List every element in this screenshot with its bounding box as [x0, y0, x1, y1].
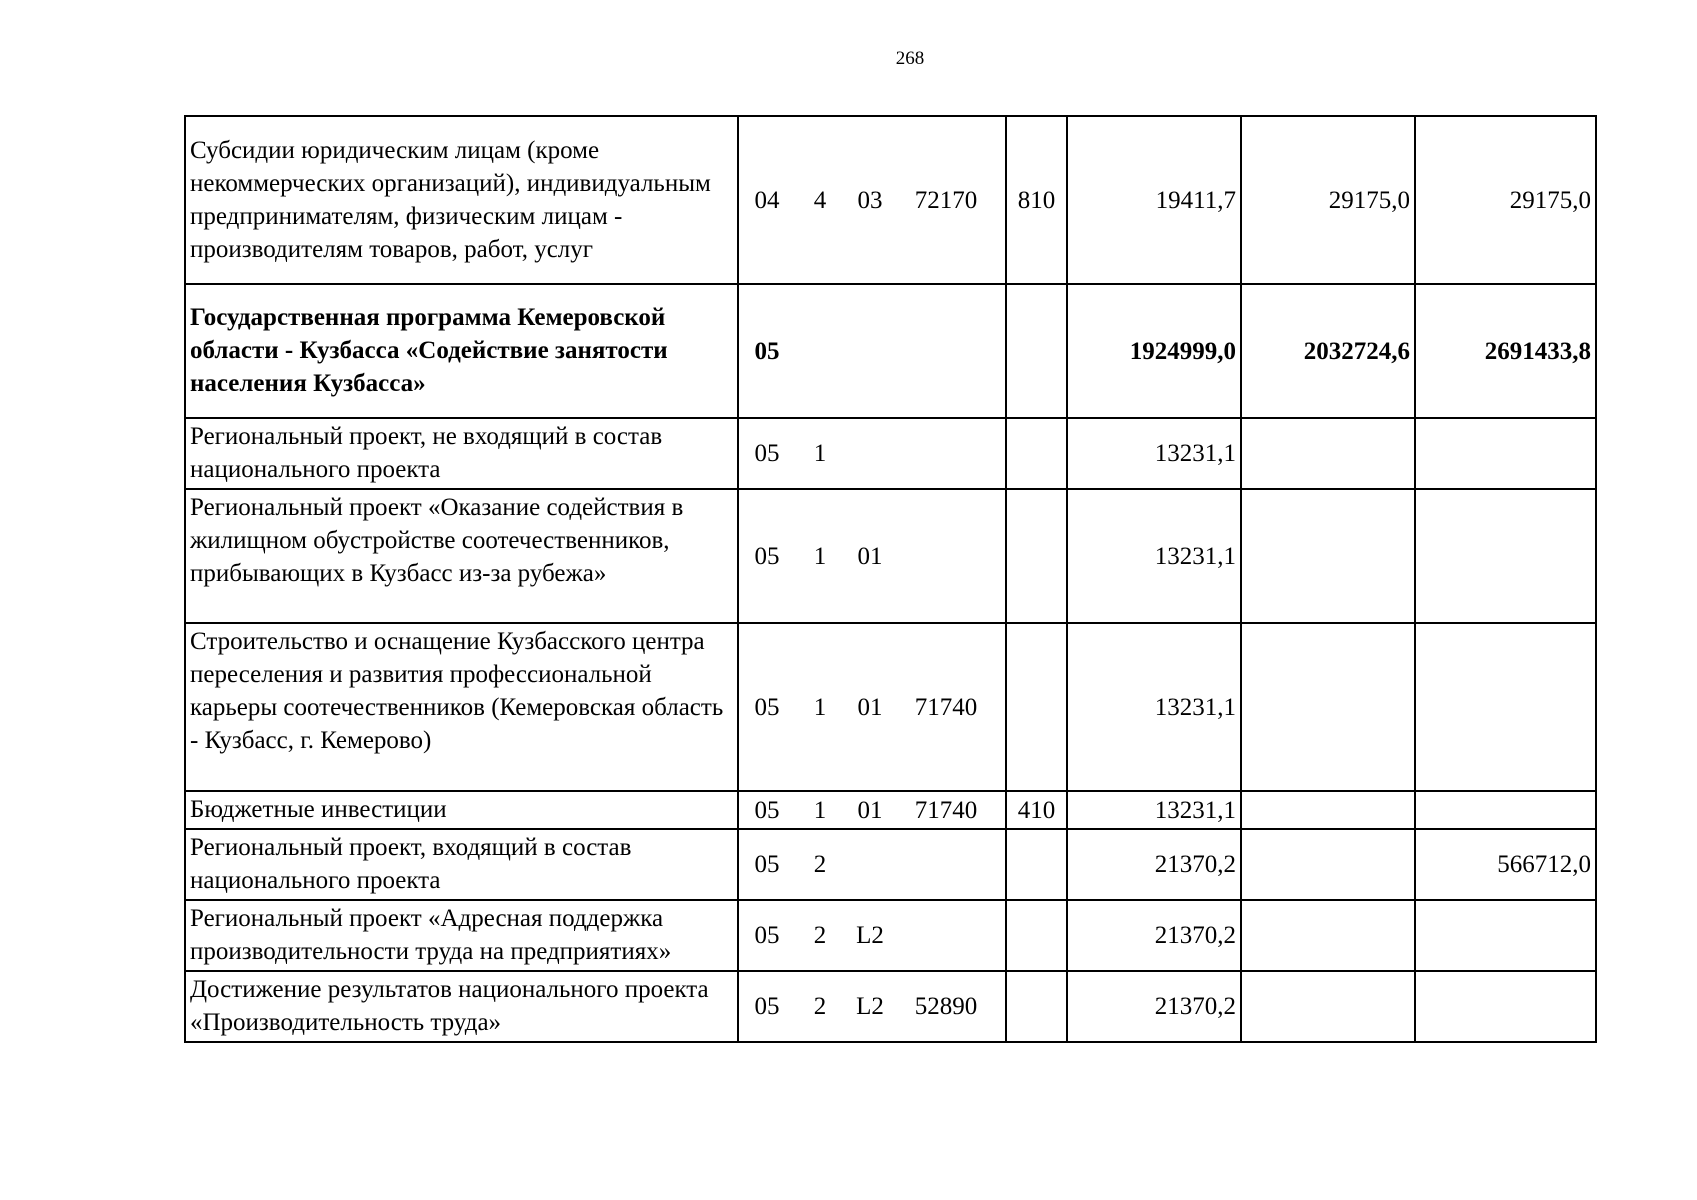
value-year-1: 1924999,0: [1067, 284, 1241, 418]
code-direction: 71740: [914, 693, 978, 721]
row-name: Достижение результатов национального проекта «Производительность труда»: [185, 971, 738, 1042]
code-program: 05: [754, 993, 780, 1020]
code-event: 01: [857, 542, 883, 570]
table-row: [185, 116, 1596, 284]
code-program: 05: [754, 440, 780, 467]
value-year-1: 13231,1: [1067, 791, 1241, 829]
expense-type: [1006, 623, 1067, 791]
code-subprogram: 4: [813, 186, 827, 214]
table-row: [185, 791, 1596, 829]
code-program: 05: [754, 542, 780, 570]
value-year-1: 13231,1: [1067, 418, 1241, 489]
table-row: [185, 900, 1596, 971]
code-direction: 71740: [914, 796, 978, 824]
expense-type: 810: [1006, 116, 1067, 284]
value-year-2: 29175,0: [1241, 116, 1415, 284]
table-row: [185, 284, 1596, 418]
expense-type: [1006, 489, 1067, 623]
row-code: [738, 623, 1006, 791]
value-year-3: [1415, 489, 1596, 623]
row-name: Региональный проект «Адресная поддержка производительности труда на предприятиях»: [185, 900, 738, 971]
code-event: L2: [856, 922, 884, 949]
value-year-2: 2032724,6: [1241, 284, 1415, 418]
value-year-2: [1241, 418, 1415, 489]
expense-type: [1006, 971, 1067, 1042]
value-year-2: [1241, 900, 1415, 971]
expense-type: [1006, 829, 1067, 900]
value-year-1: 13231,1: [1067, 623, 1241, 791]
value-year-3: 29175,0: [1415, 116, 1596, 284]
table-row: [185, 489, 1596, 623]
code-direction: 72170: [914, 186, 978, 214]
row-code: [738, 829, 1006, 900]
page-number: 268: [895, 48, 925, 69]
code-event: 01: [857, 693, 883, 721]
code-program: 05: [754, 851, 780, 878]
value-year-2: [1241, 971, 1415, 1042]
row-name: Региональный проект, входящий в состав национального проекта: [185, 829, 738, 900]
value-year-3: [1415, 791, 1596, 829]
row-code: [738, 116, 1006, 284]
row-name: Субсидии юридическим лицам (кроме некоммерческих организаций), индивидуальным предпринимателям, физическим лицам - производителям товаров, работ, услуг: [185, 116, 738, 284]
value-year-3: [1415, 418, 1596, 489]
table-row: [185, 829, 1596, 900]
expense-type: [1006, 418, 1067, 489]
row-code: [738, 900, 1006, 971]
value-year-1: 21370,2: [1067, 829, 1241, 900]
row-name: Бюджетные инвестиции: [185, 791, 738, 829]
value-year-1: 19411,7: [1067, 116, 1241, 284]
code-subprogram: 1: [813, 796, 827, 824]
value-year-2: [1241, 489, 1415, 623]
expense-type: [1006, 900, 1067, 971]
row-name: Региональный проект «Оказание содействия в жилищном обустройстве соотечественников, прибывающих в Кузбасс из-за рубежа»: [185, 489, 738, 623]
row-code: [738, 791, 1006, 829]
table-row: [185, 418, 1596, 489]
value-year-2: [1241, 829, 1415, 900]
row-code: [738, 284, 1006, 418]
value-year-3: [1415, 900, 1596, 971]
code-subprogram: 2: [813, 851, 827, 878]
value-year-2: [1241, 623, 1415, 791]
code-subprogram: 1: [813, 440, 827, 467]
code-subprogram: 2: [813, 993, 827, 1020]
row-name: Региональный проект, не входящий в состав национального проекта: [185, 418, 738, 489]
value-year-3: 2691433,8: [1415, 284, 1596, 418]
value-year-1: 21370,2: [1067, 900, 1241, 971]
code-event: 03: [857, 186, 883, 214]
value-year-3: [1415, 971, 1596, 1042]
code-program: 05: [754, 337, 780, 365]
value-year-2: [1241, 791, 1415, 829]
value-year-1: 13231,1: [1067, 489, 1241, 623]
expense-type: [1006, 284, 1067, 418]
row-code: [738, 418, 1006, 489]
code-program: 05: [754, 796, 780, 824]
code-program: 04: [754, 186, 780, 214]
value-year-3: [1415, 623, 1596, 791]
code-subprogram: 1: [813, 693, 827, 721]
row-name: Строительство и оснащение Кузбасского центра переселения и развития профессиональной карьеры соотечественников (Кемеровская область - Кузбасс, г. Кемерово): [185, 623, 738, 791]
code-subprogram: 1: [813, 542, 827, 570]
code-program: 05: [754, 693, 780, 721]
row-name: Государственная программа Кемеровской области - Кузбасса «Содействие занятости населения Кузбасса»: [185, 284, 738, 418]
table-row: [185, 971, 1596, 1042]
code-program: 05: [754, 922, 780, 949]
expense-type: 410: [1006, 791, 1067, 829]
value-year-3: 566712,0: [1415, 829, 1596, 900]
code-event: 01: [857, 796, 883, 824]
table-row: [185, 623, 1596, 791]
code-direction: 52890: [914, 993, 978, 1020]
code-subprogram: 2: [813, 922, 827, 949]
row-code: [738, 489, 1006, 623]
code-event: L2: [856, 993, 884, 1020]
row-code: [738, 971, 1006, 1042]
budget-table: [184, 115, 1597, 1043]
value-year-1: 21370,2: [1067, 971, 1241, 1042]
